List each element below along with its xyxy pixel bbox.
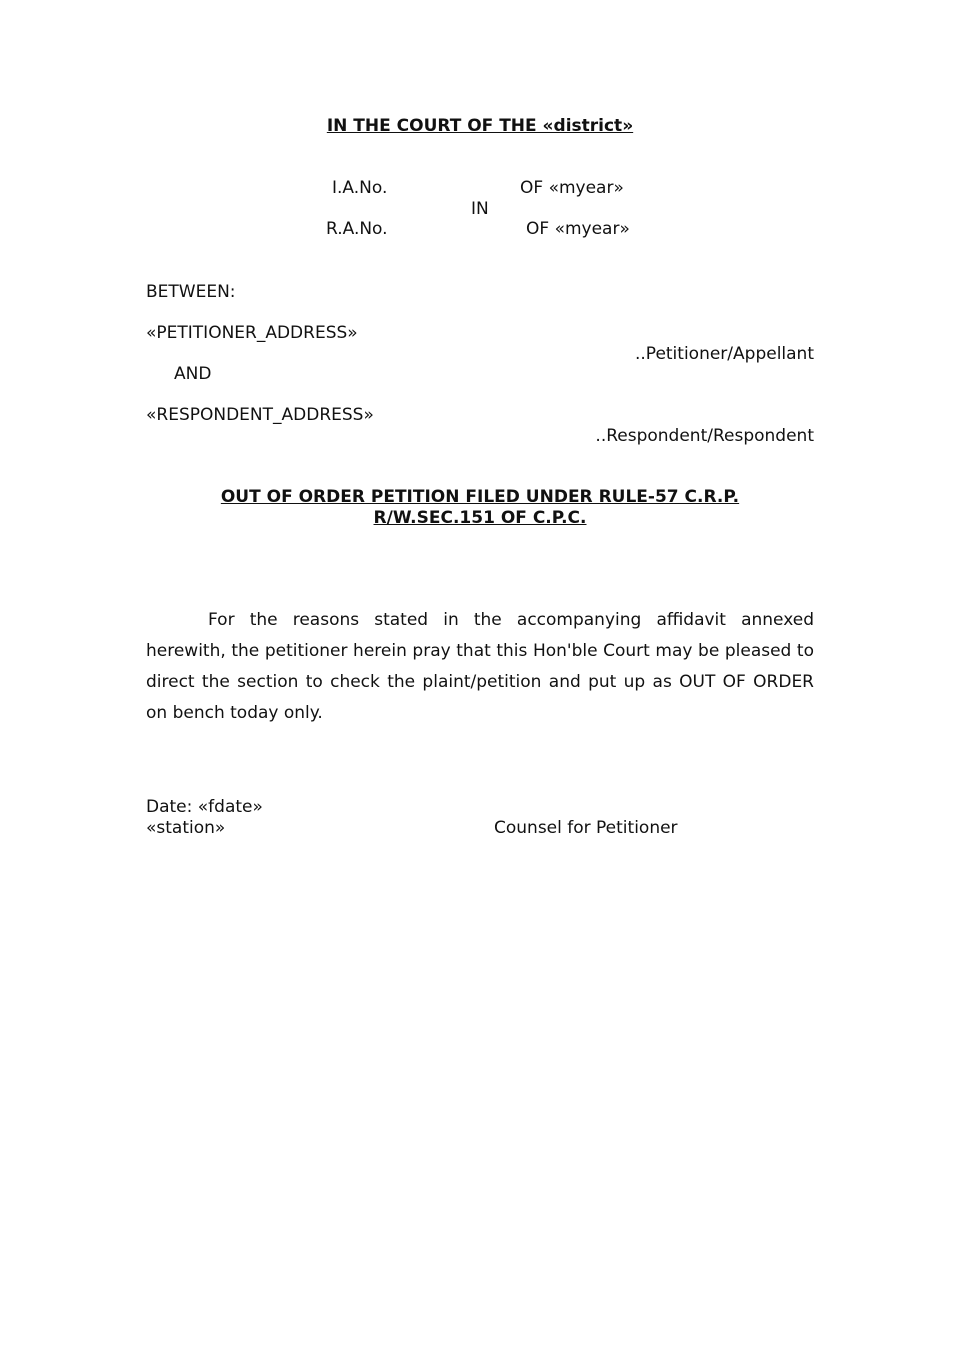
and-label: AND: [174, 364, 212, 384]
petitioner-address: «PETITIONER_ADDRESS»: [146, 323, 358, 343]
counsel-signature: Counsel for Petitioner: [494, 818, 678, 838]
date-line: Date: «fdate»: [146, 797, 263, 817]
ra-year: OF «myear»: [526, 219, 630, 239]
court-heading: IN THE COURT OF THE «district»: [326, 116, 634, 136]
ra-number-label: R.A.No.: [326, 219, 388, 239]
ia-number-label: I.A.No.: [332, 178, 388, 198]
petition-body: For the reasons stated in the accompanying affidavit annexed herewith, the petitioner herein pray that this Hon'ble Court may be pleased to direct the section to check the plaint/petition and put up as OUT OF ORDER on bench today only.: [146, 610, 814, 723]
petitioner-role: ..Petitioner/Appellant: [634, 344, 814, 364]
in-connector: IN: [471, 199, 489, 219]
station-line: «station»: [146, 818, 226, 838]
between-label: BETWEEN:: [146, 282, 236, 302]
petition-title-line2: R/W.SEC.151 OF C.P.C.: [373, 508, 587, 528]
ia-year: OF «myear»: [520, 178, 624, 198]
petition-title-line1: OUT OF ORDER PETITION FILED UNDER RULE-57 C.R.P.: [220, 487, 740, 507]
respondent-role: ..Respondent/Respondent: [595, 426, 814, 446]
respondent-address: «RESPONDENT_ADDRESS»: [146, 405, 374, 425]
